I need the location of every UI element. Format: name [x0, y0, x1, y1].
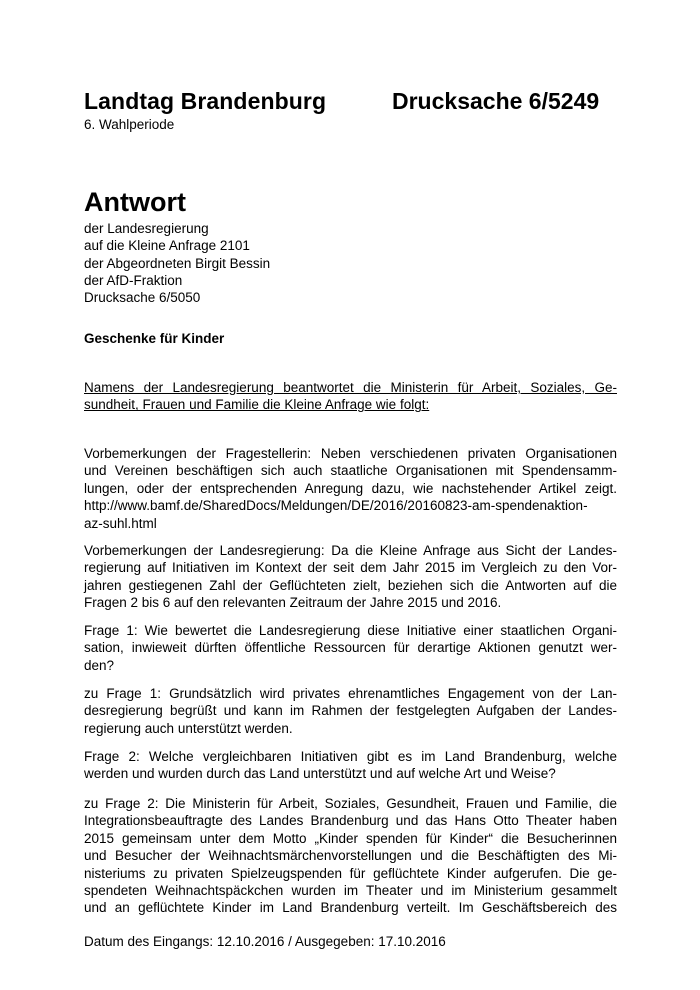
text-line: zu Frage 2: Die Ministerin für Arbeit, Soziales, Gesundheit, Frauen und Familie, die — [84, 796, 617, 811]
text-line: nisteriums zu privaten Spielzeugspenden für geflüchtete Kinder aufgerufen. Die ge- — [84, 865, 617, 881]
text-line: zu Frage 1: Grundsätzlich wird privates ehrenamtliches Engagement von der Lan- — [84, 686, 617, 701]
text-line: Vorbemerkungen der Fragestellerin: Neben verschiedenen privaten Organisationen — [84, 446, 617, 461]
preliminary-remarks-government — [84, 542, 617, 612]
text-line: Fragen 2 bis 6 auf den relevanten Zeitraum der Jahre 2015 und 2016. — [84, 595, 502, 611]
document-number: Drucksache 6/5249 — [392, 88, 600, 114]
address-line: der Abgeordneten Birgit Bessin — [84, 255, 271, 271]
question-2 — [84, 748, 617, 783]
intro-line: sundheit, Frauen und Familie die Kleine Anfrage wie folgt: — [84, 397, 430, 413]
text-line: regierung auf Initiativen im Kontext der seit dem Jahr 2015 im Vergleich zu den Vor- — [84, 560, 617, 576]
text-line: 2015 gemeinsam unter dem Motto „Kinder spenden für Kinder“ die Besucherinnen — [84, 830, 617, 846]
address-block — [84, 220, 270, 306]
answer-1 — [84, 685, 617, 737]
text-line: und Vereinen beschäftigen sich auch staatliche Organisationen mit Spendensamm- — [84, 463, 617, 479]
text-line: werden und wurden durch das Land unterstützt und auf welche Art und Weise? — [84, 766, 556, 782]
intro-line: Namens der Landesregierung beantwortet die Ministerin für Arbeit, Soziales, Ge- — [84, 380, 617, 395]
text-line: desregierung begrüßt und kann im Rahmen der festgelegten Aufgaben der Landes- — [84, 703, 617, 719]
text-line: Vorbemerkungen der Landesregierung: Da die Kleine Anfrage aus Sicht der Landes- — [84, 543, 617, 558]
text-line: und an geflüchtete Kinder im Land Brandenburg verteilt. Im Geschäftsbereich des — [84, 900, 617, 916]
address-line: auf die Kleine Anfrage 2101 — [84, 238, 250, 254]
text-line: az-suhl.html — [84, 515, 157, 531]
text-line: den? — [84, 657, 115, 673]
text-line: Integrationsbeauftragte des Landes Brandenburg und das Hans Otto Theater haben — [84, 813, 617, 829]
address-line: der Landesregierung — [84, 221, 209, 236]
subject-heading: Geschenke für Kinder — [84, 331, 225, 346]
text-line: Frage 2: Welche vergleichbaren Initiativen gibt es im Land Brandenburg, welche — [84, 749, 617, 764]
address-line: Drucksache 6/5050 — [84, 290, 201, 306]
text-line: jahren gestiegenen Zahl der Geflüchteten zielt, beziehen sich die Antworten auf die — [84, 577, 617, 593]
preliminary-remarks-questioner — [84, 445, 617, 532]
legislative-period: 6. Wahlperiode — [84, 117, 175, 132]
address-line: der AfD-Fraktion — [84, 272, 183, 288]
text-line: lungen, oder der entsprechenden Anregung dazu, wie nachstehender Artikel zeigt. — [84, 480, 617, 496]
page-title: Antwort — [84, 187, 186, 217]
institution-title: Landtag Brandenburg — [84, 88, 327, 114]
text-line: spendeten Weihnachtspäckchen wurden im Theater und im Ministerium gesammelt — [84, 883, 617, 899]
receipt-date-footer: Datum des Eingangs: 12.10.2016 / Ausgegeben: 17.10.2016 — [84, 934, 446, 949]
text-line: http://www.bamf.de/SharedDocs/Meldungen/DE/2016/20160823-am-spendenaktion- — [84, 498, 588, 514]
text-line: und Besucher der Weihnachtsmärchenvorstellungen und die Beschäftigten des Mi- — [84, 848, 617, 864]
text-line: Frage 1: Wie bewertet die Landesregierung diese Initiative einer staatlichen Organi- — [84, 623, 617, 638]
text-line: regierung auch unterstützt werden. — [84, 720, 293, 736]
question-1 — [84, 622, 617, 674]
text-line: sation, inwieweit dürften öffentliche Ressourcen für derartige Aktionen genutzt wer- — [84, 640, 617, 656]
answer-2 — [84, 795, 617, 917]
intro-paragraph — [84, 379, 617, 414]
